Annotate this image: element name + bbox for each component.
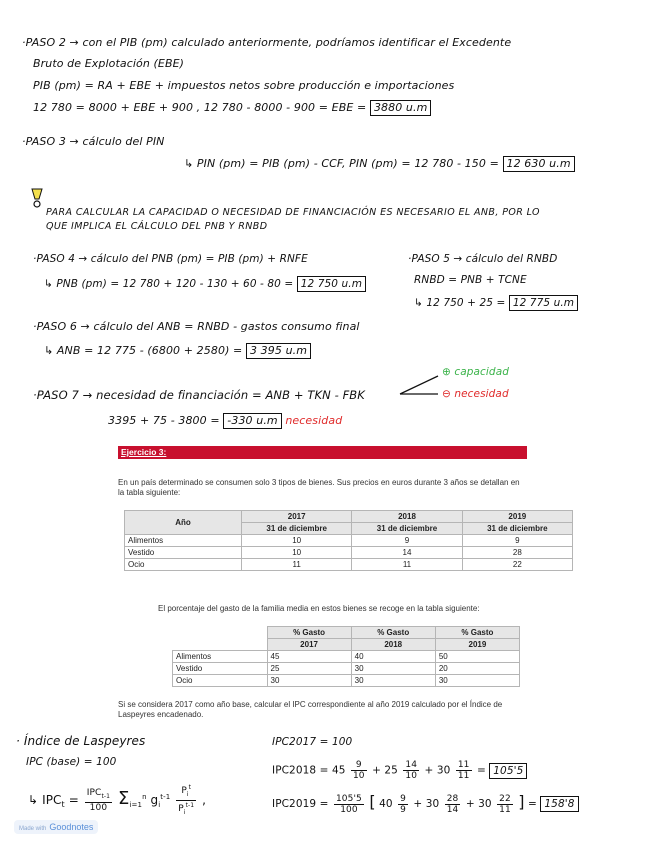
table-cell: 45 — [267, 651, 351, 663]
exercise-banner — [118, 446, 527, 459]
paso5-title: ·PASO 5 → cálculo del RNBD — [408, 253, 558, 265]
weights-head-3: % Gasto — [435, 627, 519, 639]
paso5-line2: RNBD = PNB + TCNE — [414, 274, 527, 286]
paso3-title: ·PASO 3 → cálculo del PIN — [22, 135, 165, 148]
table-cell: 20 — [435, 663, 519, 675]
table-row — [125, 547, 573, 559]
weights-year-2019: 2019 — [435, 639, 519, 651]
goodnotes-badge — [14, 820, 98, 834]
laspeyres-base: IPC (base) = 100 — [26, 756, 117, 768]
prices-table — [124, 510, 573, 571]
ipc2019-result-box: 158'8 — [540, 796, 578, 812]
paso4-formula: ↳ PNB (pm) = 12 780 + 120 - 130 + 60 - 80 = — [44, 278, 294, 290]
table-row — [173, 663, 520, 675]
paso6-formula-line — [44, 343, 311, 359]
paso7-tag: necesidad — [285, 414, 343, 427]
weights-corner — [173, 627, 268, 651]
table-cell: 28 — [462, 547, 572, 559]
paso3-formula-line — [184, 156, 575, 172]
paso7-title: ·PASO 7 → necesidad de financiación = ANB + TKN - FBK — [33, 388, 365, 402]
table-cell: 9 — [462, 535, 572, 547]
necesidad-label: ⊖ necesidad — [442, 388, 509, 400]
weights-head-1: % Gasto — [267, 627, 351, 639]
row-label: Alimentos — [173, 651, 268, 663]
weights-head-2: % Gasto — [351, 627, 435, 639]
table-cell: 30 — [267, 675, 351, 687]
paso6-formula: ↳ ANB = 12 775 - (6800 + 2580) = — [44, 344, 243, 357]
prices-head-2018: 2018 — [352, 511, 462, 523]
note-line2: QUE IMPLICA EL CÁLCULO DEL PNB Y RNBD — [46, 221, 268, 232]
row-label: Vestido — [125, 547, 242, 559]
paso5-result-box: 12 775 u.m — [509, 295, 578, 311]
table-cell: 40 — [351, 651, 435, 663]
ipc2018-line: IPC2018 = 45 $\frac{9}{10}$ + 25 $\frac{14}{10}$ + 30 $\frac{11}{11}$ = 105'5 — [272, 760, 527, 781]
prices-date-2018: 31 de diciembre — [352, 523, 462, 535]
paso5-formula-line — [414, 295, 578, 311]
paso7-formula: 3395 + 75 - 3800 = — [108, 414, 220, 427]
capacidad-label: ⊕ capacidad — [442, 366, 509, 378]
note-line1: PARA CALCULAR LA CAPACIDAD O NECESIDAD DE FINANCIACIÓN ES NECESARIO EL ANB, POR LO — [46, 207, 540, 218]
paso6-result-box: 3 395 u.m — [246, 343, 311, 359]
ipc2018-result-box: 105'5 — [489, 763, 527, 779]
table-cell: 10 — [242, 535, 352, 547]
exercise-question: Si se considera 2017 como año base, calcular el IPC correspondiente al año 2019 calculado por el Índice de Laspeyres encadenado. — [118, 700, 503, 719]
branch-arrows-icon — [398, 372, 444, 402]
prices-date-2019: 31 de diciembre — [462, 523, 572, 535]
exercise-banner-label: Ejercicio 3: — [121, 447, 167, 457]
ipc2019-line: IPC2019 = $\frac{105'5}{100}$ [ 40 $\frac{9}{9}$ + 30 $\frac{28}{14}$ + 30 $\frac{22}{11}$ ] = 158'8 — [272, 792, 579, 815]
badge-made: Made with — [19, 826, 47, 832]
paso4-result-box: 12 750 u.m — [297, 276, 366, 292]
exercise-mid: El porcentaje del gasto de la familia media en estos bienes se recoge en la tabla siguiente: — [158, 604, 480, 613]
table-cell: 11 — [242, 559, 352, 571]
table-row — [173, 651, 520, 663]
paso3-formula: ↳ PIN (pm) = PIB (pm) - CCF, PIN (pm) = 12 780 - 150 = — [184, 157, 499, 170]
table-cell: 30 — [435, 675, 519, 687]
prices-head-2017: 2017 — [242, 511, 352, 523]
paso4-title: ·PASO 4 → cálculo del PNB (pm) = PIB (pm) + RNFE — [33, 253, 308, 265]
badge-app: Goodnotes — [49, 822, 94, 832]
prices-date-2017: 31 de diciembre — [242, 523, 352, 535]
ipc2019-lhs: IPC2019 = — [272, 798, 329, 810]
paso2-line3: PIB (pm) = RA + EBE + impuestos netos sobre producción e importaciones — [33, 79, 455, 92]
table-cell: 50 — [435, 651, 519, 663]
table-cell: 10 — [242, 547, 352, 559]
paso2-line2: Bruto de Explotación (EBE) — [33, 57, 185, 70]
exercise-intro: En un país determinado se consumen solo 3 tipos de bienes. Sus precios en euros durante 3 años se detallan en la tabla siguiente: — [118, 478, 520, 497]
weights-table — [172, 626, 520, 687]
paso7-result-box: -330 u.m — [223, 413, 281, 429]
table-cell: 30 — [351, 663, 435, 675]
prices-head-year: Año — [125, 511, 242, 535]
row-label: Ocio — [125, 559, 242, 571]
paso2-equation: 12 780 = 8000 + EBE + 900 , 12 780 - 8000 - 900 = EBE = — [33, 101, 367, 114]
paso4-formula-line — [44, 276, 366, 292]
row-label: Ocio — [173, 675, 268, 687]
paso6-title: ·PASO 6 → cálculo del ANB = RNBD - gastos consumo final — [33, 320, 360, 333]
table-cell: 30 — [351, 675, 435, 687]
table-row — [125, 535, 573, 547]
table-cell: 25 — [267, 663, 351, 675]
paso2-result-box: 3880 u.m — [370, 100, 431, 116]
paso2-line1: ·PASO 2 → con el PIB (pm) calculado anteriormente, podríamos identificar el Excedente — [22, 36, 512, 49]
weights-year-2018: 2018 — [351, 639, 435, 651]
table-cell: 9 — [352, 535, 462, 547]
laspeyres-formula: ↳ $IPC_t$ = $\frac{IPC_{t-1}}{100}$ $\Sigma_{i=1}^n$ $g_i^{t-1}$ $\frac{P_i^t}{P_i^{t-1}}$ , — [28, 784, 207, 816]
table-cell: 14 — [352, 547, 462, 559]
table-row — [173, 675, 520, 687]
row-label: Alimentos — [125, 535, 242, 547]
weights-year-2017: 2017 — [267, 639, 351, 651]
prices-head-2019: 2019 — [462, 511, 572, 523]
ipc2018-lhs: IPC2018 = 45 — [272, 764, 346, 777]
paso7-formula-line — [108, 413, 342, 429]
laspeyres-title: · Índice de Laspeyres — [16, 734, 146, 748]
paso5-formula: ↳ 12 750 + 25 = — [414, 297, 506, 309]
paso3-result-box: 12 630 u.m — [503, 156, 575, 172]
table-row — [125, 559, 573, 571]
lightbulb-icon — [30, 187, 44, 209]
table-cell: 11 — [352, 559, 462, 571]
paso2-line4 — [33, 100, 431, 116]
table-cell: 22 — [462, 559, 572, 571]
row-label: Vestido — [173, 663, 268, 675]
ipc2017-line: IPC2017 = 100 — [272, 736, 353, 748]
